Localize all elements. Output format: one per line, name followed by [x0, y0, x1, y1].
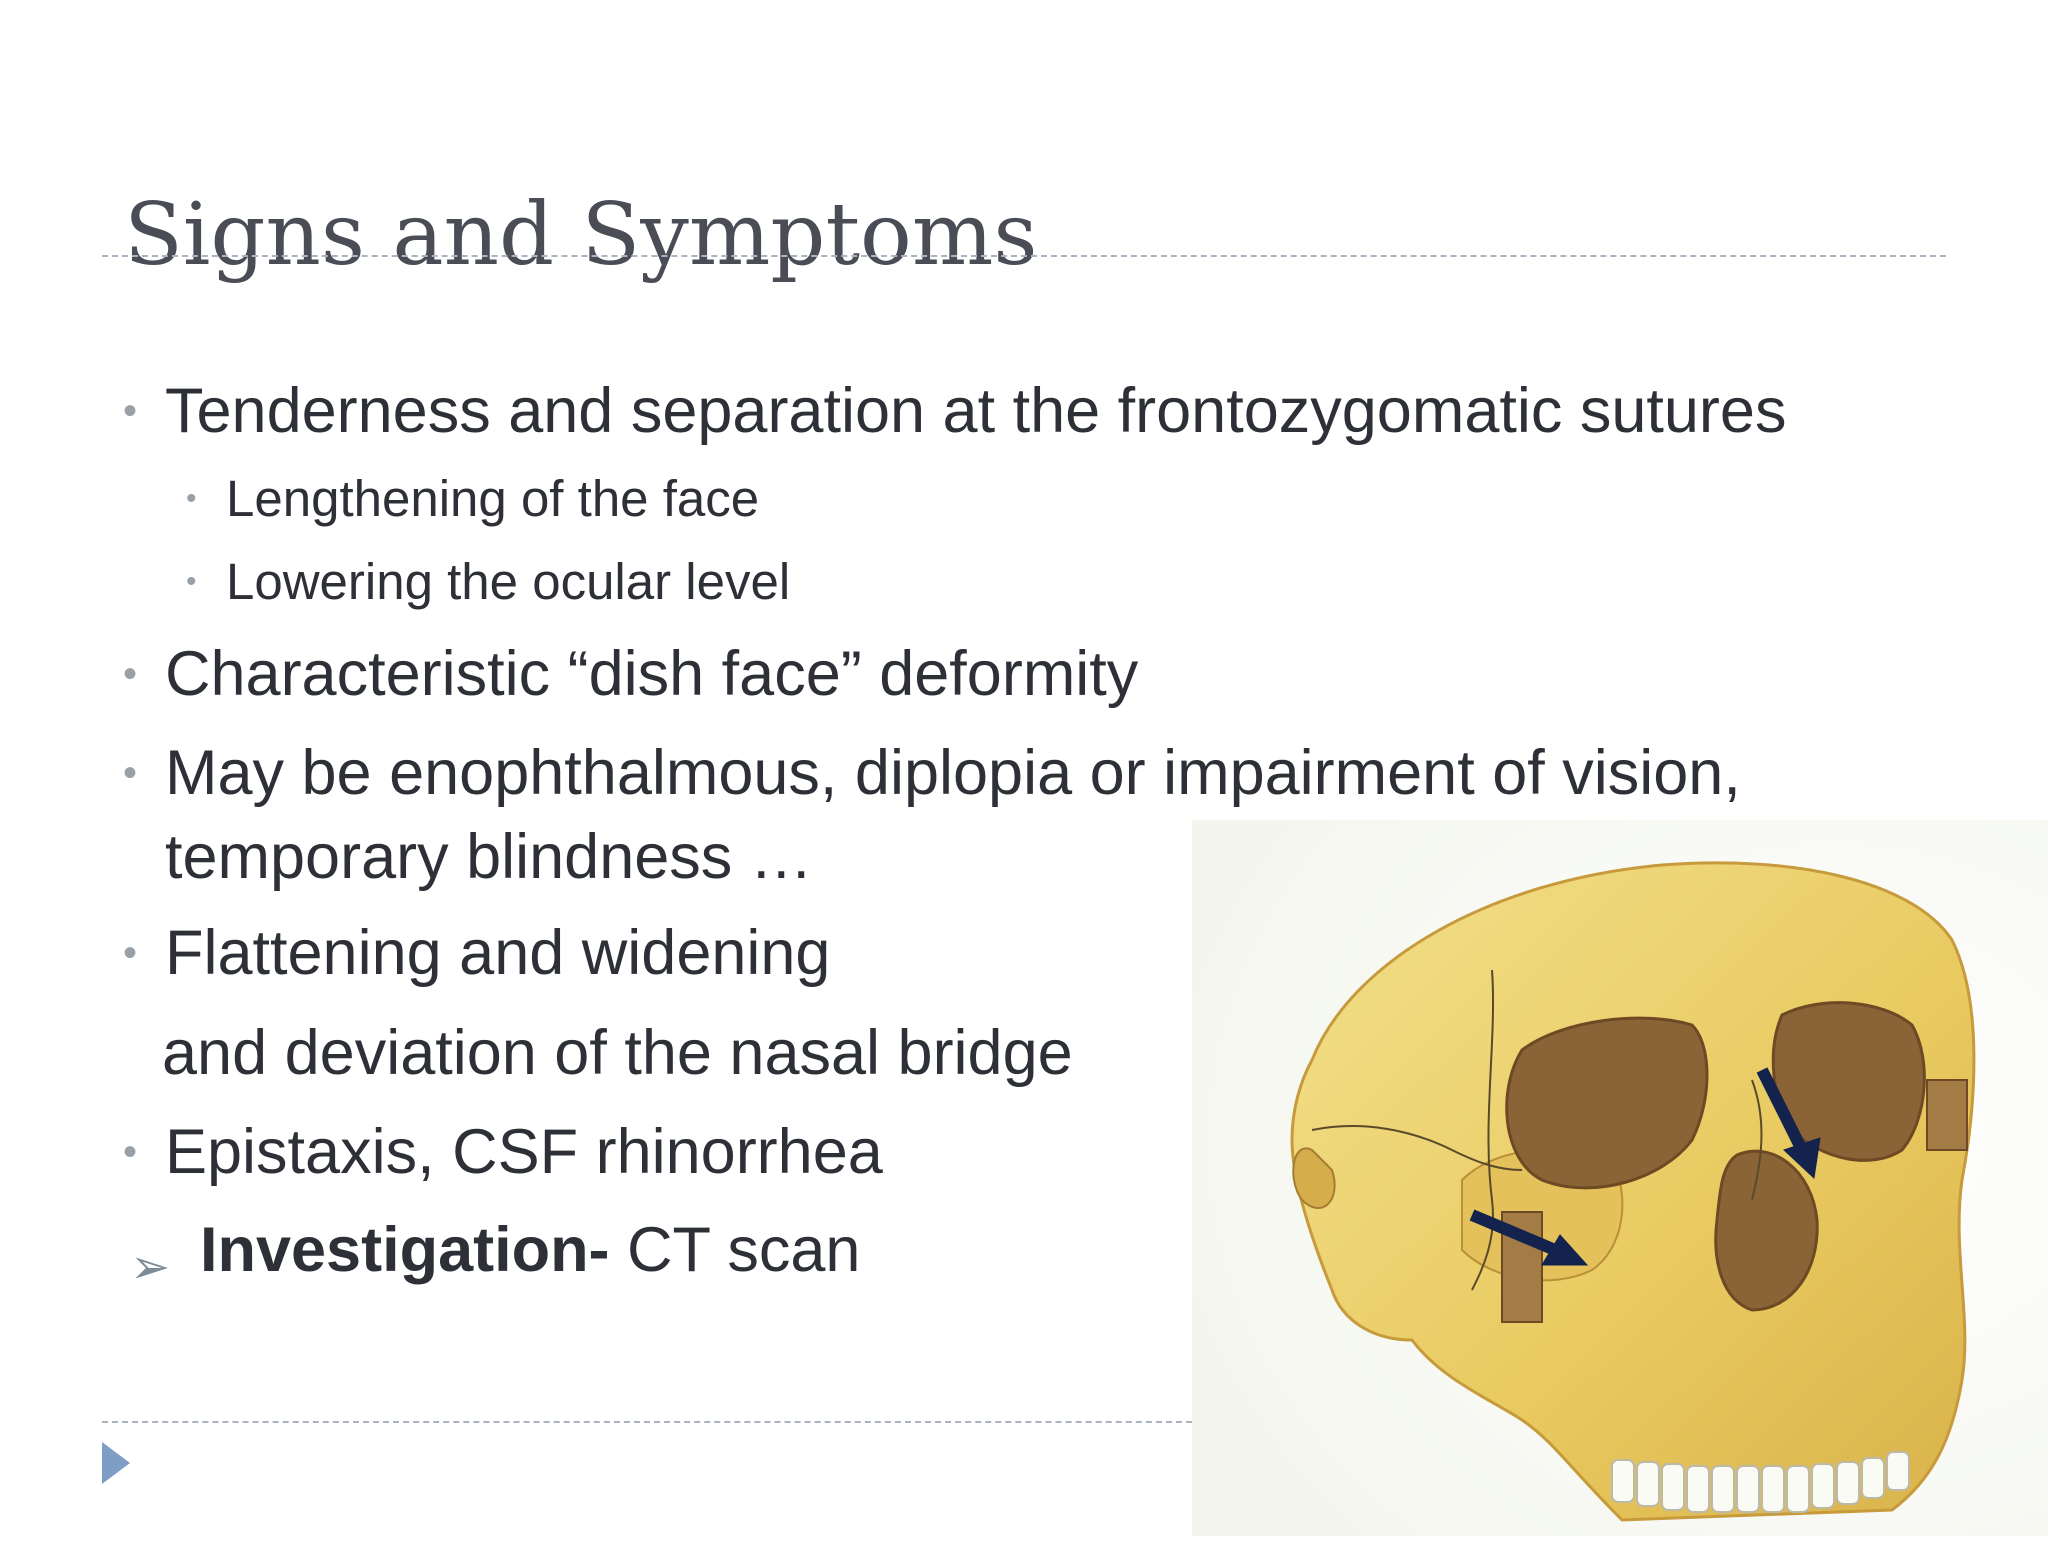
sub-bullet-item	[186, 550, 791, 614]
bullet-text: May be enophthalmous, diplopia or impairment of vision,	[165, 738, 1741, 808]
bullet-text: Epistaxis, CSF rhinorrhea	[165, 1117, 883, 1187]
bullet-text: and deviation of the nasal bridge	[162, 1018, 1073, 1088]
footer-divider	[102, 1421, 1192, 1423]
slide-title: Signs and Symptoms	[124, 185, 1038, 285]
bullet-text: Characteristic “dish face” deformity	[165, 639, 1139, 709]
bullet-dot: •	[123, 1130, 138, 1174]
arrow-bullet-icon: ➢	[130, 1241, 171, 1294]
skull-illustration	[1192, 820, 2048, 1536]
bullet-text: temporary blindness …	[165, 822, 813, 892]
skull-icon	[1192, 820, 2048, 1536]
bullet-item	[123, 369, 1787, 453]
investigation-value: CT scan	[609, 1215, 861, 1285]
title-divider	[102, 255, 1946, 257]
bullet-dot: •	[123, 931, 138, 975]
slide-corner-triangle-icon	[102, 1442, 130, 1484]
investigation-item	[130, 1208, 861, 1294]
bullet-continuation	[165, 815, 813, 899]
sub-bullet-item	[186, 467, 760, 531]
bullet-dot: •	[186, 565, 197, 598]
bullet-item	[123, 1110, 883, 1194]
bullet-dot: •	[186, 482, 197, 515]
bullet-text: Lowering the ocular level	[226, 553, 791, 610]
bullet-continuation	[162, 1011, 1073, 1095]
bullet-dot: •	[123, 652, 138, 696]
bullet-item	[123, 731, 1741, 815]
bullet-dot: •	[123, 389, 138, 433]
bullet-text: Flattening and widening	[165, 918, 831, 988]
bullet-dot: •	[123, 751, 138, 795]
bullet-text: Lengthening of the face	[226, 470, 760, 527]
bullet-text: Tenderness and separation at the frontozygomatic sutures	[165, 376, 1787, 446]
bullet-item	[123, 911, 831, 995]
investigation-label: Investigation-	[200, 1215, 610, 1285]
bullet-item	[123, 632, 1139, 716]
